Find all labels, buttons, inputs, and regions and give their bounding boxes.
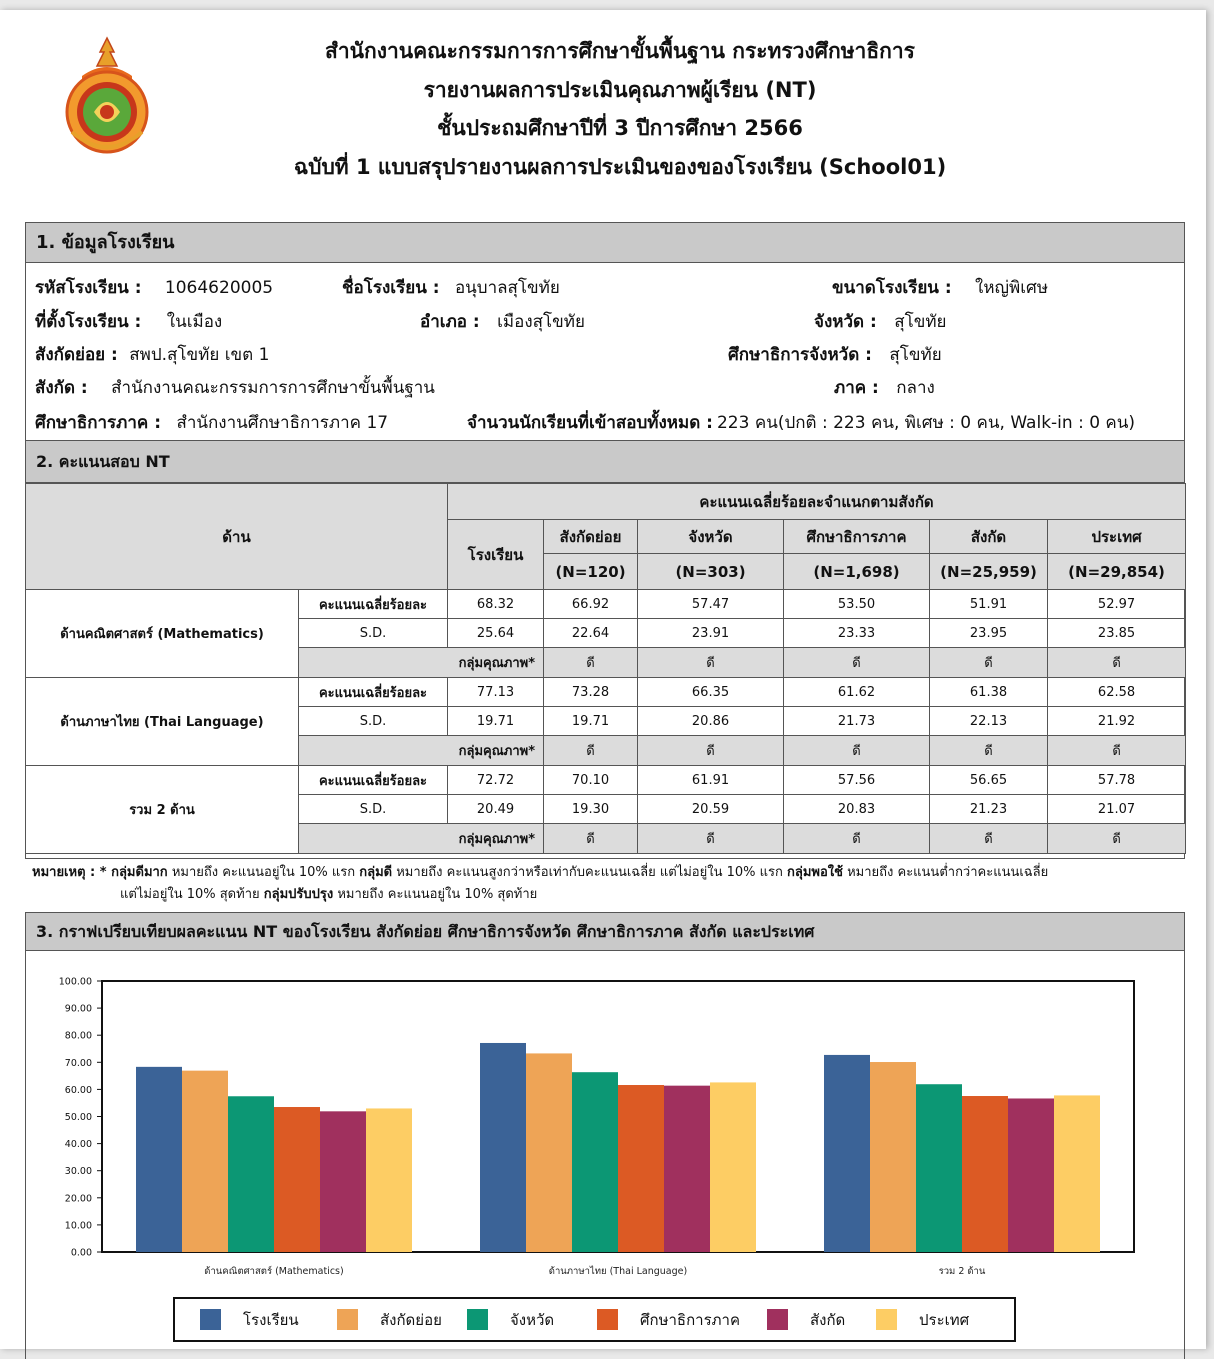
legend-swatch: [876, 1309, 897, 1330]
score-cell: ดี: [544, 648, 638, 678]
bar: [572, 1072, 618, 1252]
students-count: [467, 412, 1135, 434]
students-value: 223 คน(ปกติ : 223 คน, พิเศษ : 0 คน, Walk-in : 0 คน): [716, 413, 1136, 433]
location-label: ที่ตั้งโรงเรียน :: [35, 312, 142, 332]
header-line-4: ฉบับที่ 1 แบบสรุปรายงานผลการประเมินของของโรงเรียน (School01): [293, 154, 947, 179]
bar: [1054, 1095, 1100, 1252]
score-cell: 57.47: [638, 590, 784, 619]
score-cell: 20.83: [784, 795, 930, 824]
legend-swatch: [337, 1309, 358, 1330]
row-label: คะแนนเฉลี่ยร้อยละ: [299, 766, 448, 795]
report-header: [0, 10, 1206, 210]
y-tick-label: 80.00: [64, 1030, 92, 1042]
score-cell: ดี: [638, 648, 784, 678]
school-name-value: อนุบาลสุโขทัย: [454, 278, 560, 298]
bar: [366, 1108, 412, 1252]
header-line-1: สำนักงานคณะกรรมการการศึกษาขั้นพื้นฐาน กระทรวงศึกษาธิการ: [325, 39, 915, 63]
score-cell: 23.95: [930, 619, 1048, 648]
row-label: กลุ่มคุณภาพ*: [299, 824, 544, 854]
school-name-label: ชื่อโรงเรียน :: [342, 278, 440, 298]
row-label: S.D.: [299, 707, 448, 736]
note-text: หมายถึง คะแนนสูงกว่าหรือเท่ากับคะแนนเฉลี่ย แต่ไม่อยู่ใน 10% แรก: [392, 865, 787, 880]
score-cell: 21.73: [784, 707, 930, 736]
score-cell: ดี: [544, 736, 638, 766]
score-cell: ดี: [638, 736, 784, 766]
section-1-title: 1. ข้อมูลโรงเรียน: [26, 223, 1184, 263]
score-cell: 73.28: [544, 678, 638, 707]
obec-emblem-logo: [62, 36, 152, 154]
school-size-value: ใหญ่พิเศษ: [975, 278, 1049, 298]
score-cell: ดี: [1048, 736, 1186, 766]
col-header: สังกัด: [930, 520, 1048, 554]
regional-edu-value: สำนักงานศึกษาธิการภาค 17: [176, 413, 389, 433]
row-label: กลุ่มคุณภาพ*: [299, 736, 544, 766]
col-n: (N=29,854): [1048, 554, 1186, 590]
bar: [480, 1043, 526, 1252]
district-value: เมืองสุโขทัย: [497, 312, 585, 332]
note-text: หมายถึง คะแนนอยู่ใน 10% แรก: [167, 865, 360, 880]
col-header: ศึกษาธิการภาค: [784, 520, 930, 554]
legend-label: ศึกษาธิการภาค: [640, 1311, 740, 1329]
region: [834, 377, 935, 399]
school-code-label: รหัสโรงเรียน :: [35, 278, 142, 298]
area-name: รวม 2 ด้าน: [26, 766, 299, 854]
score-cell: 19.71: [544, 707, 638, 736]
note-group-excellent: กลุ่มดีมาก: [111, 865, 168, 880]
score-cell: ดี: [930, 648, 1048, 678]
region-value: กลาง: [896, 378, 935, 398]
area-name: ด้านคณิตศาสตร์ (Mathematics): [26, 590, 299, 678]
note-text: แต่ไม่อยู่ใน 10% สุดท้าย: [120, 887, 264, 902]
note-text: หมายถึง คะแนนอยู่ใน 10% สุดท้าย: [333, 887, 538, 902]
score-cell: 57.78: [1048, 766, 1186, 795]
nt-scores-section: [25, 440, 1185, 859]
score-cell: 77.13: [448, 678, 544, 707]
score-cell: 62.58: [1048, 678, 1186, 707]
province-value: สุโขทัย: [894, 312, 947, 332]
score-cell: 23.85: [1048, 619, 1186, 648]
affiliation: [35, 377, 435, 399]
score-cell: ดี: [1048, 648, 1186, 678]
school-name: [342, 277, 560, 299]
col-n: (N=303): [638, 554, 784, 590]
col-n: (N=1,698): [784, 554, 930, 590]
school-size: [832, 277, 1048, 299]
score-cell: 23.33: [784, 619, 930, 648]
y-tick-label: 40.00: [64, 1139, 92, 1151]
comparison-chart-section: [25, 912, 1185, 1359]
score-cell: 72.72: [448, 766, 544, 795]
bar: [228, 1096, 274, 1252]
score-cell: ดี: [638, 824, 784, 854]
score-cell: 20.86: [638, 707, 784, 736]
school-size-label: ขนาดโรงเรียน :: [832, 278, 952, 298]
legend-label: โรงเรียน: [243, 1311, 299, 1329]
score-cell: 61.38: [930, 678, 1048, 707]
y-tick-label: 90.00: [64, 1003, 92, 1015]
report-page: [0, 10, 1206, 1349]
y-tick-label: 20.00: [64, 1193, 92, 1205]
y-tick-label: 70.00: [64, 1057, 92, 1069]
col-school-header: โรงเรียน: [448, 520, 544, 590]
note-group-fair: กลุ่มพอใช้: [786, 865, 843, 880]
y-tick-label: 60.00: [64, 1084, 92, 1096]
score-cell: 57.56: [784, 766, 930, 795]
score-cell: 56.65: [930, 766, 1048, 795]
header-line-3: ชั้นประถมศึกษาปีที่ 3 ปีการศึกษา 2566: [437, 116, 803, 140]
score-cell: 22.13: [930, 707, 1048, 736]
score-cell: 20.49: [448, 795, 544, 824]
score-cell: 61.91: [638, 766, 784, 795]
score-cell: 25.64: [448, 619, 544, 648]
score-cell: 19.30: [544, 795, 638, 824]
score-cell: 66.35: [638, 678, 784, 707]
score-cell: 19.71: [448, 707, 544, 736]
provincial-education: [728, 344, 942, 366]
bar: [526, 1053, 572, 1252]
col-n: (N=120): [544, 554, 638, 590]
province: [814, 311, 946, 333]
y-tick-label: 100.00: [58, 976, 92, 988]
score-cell: ดี: [544, 824, 638, 854]
col-n: (N=25,959): [930, 554, 1048, 590]
students-label: จำนวนนักเรียนที่เข้าสอบทั้งหมด :: [467, 413, 713, 433]
col-header: ประเทศ: [1048, 520, 1186, 554]
scores-body: [26, 590, 1186, 854]
provincial-edu-label: ศึกษาธิการจังหวัด :: [728, 345, 872, 365]
school-location: [35, 311, 222, 333]
score-cell: 22.64: [544, 619, 638, 648]
legend-label: ประเทศ: [919, 1311, 970, 1329]
score-cell: ดี: [784, 648, 930, 678]
y-tick-label: 10.00: [64, 1220, 92, 1232]
section-3-title: 3. กราฟเปรียบเทียบผลคะแนน NT ของโรงเรียน สังกัดย่อย ศึกษาธิการจังหวัด ศึกษาธิการภาค สังกัด และประเทศ: [26, 913, 1184, 951]
table-row: [26, 678, 1186, 707]
row-label: กลุ่มคุณภาพ*: [299, 648, 544, 678]
score-cell: 53.50: [784, 590, 930, 619]
legend-label: จังหวัด: [510, 1311, 555, 1329]
section-2-title: 2. คะแนนสอบ NT: [26, 441, 1184, 483]
area-name: ด้านภาษาไทย (Thai Language): [26, 678, 299, 766]
location-value: ในเมือง: [166, 312, 223, 332]
score-cell: 51.91: [930, 590, 1048, 619]
x-category-label: ด้านภาษาไทย (Thai Language): [548, 1266, 688, 1277]
district-label: อำเภอ :: [420, 312, 480, 332]
school-info-section: [25, 222, 1185, 451]
bar: [320, 1111, 366, 1252]
legend-swatch: [467, 1309, 488, 1330]
note-group-improve: กลุ่มปรับปรุง: [263, 887, 334, 902]
col-area-header: ด้าน: [26, 484, 448, 590]
bar: [136, 1067, 182, 1252]
bar: [870, 1062, 916, 1252]
score-cell: ดี: [930, 824, 1048, 854]
score-cell: ดี: [1048, 824, 1186, 854]
bar: [1008, 1098, 1054, 1252]
comparison-bar-chart: [26, 953, 1186, 1358]
bar: [916, 1084, 962, 1252]
score-cell: ดี: [784, 824, 930, 854]
row-label: คะแนนเฉลี่ยร้อยละ: [299, 590, 448, 619]
score-cell: 52.97: [1048, 590, 1186, 619]
score-cell: 21.92: [1048, 707, 1186, 736]
school-code-value: 1064620005: [164, 278, 274, 298]
note-text: หมายถึง คะแนนต่ำกว่าคะแนนเฉลี่ย: [842, 865, 1049, 880]
bar: [962, 1096, 1008, 1252]
score-cell: 21.07: [1048, 795, 1186, 824]
y-tick-label: 0.00: [70, 1247, 92, 1259]
legend-label: สังกัดย่อย: [380, 1311, 442, 1329]
provincial-edu-value: สุโขทัย: [889, 345, 942, 365]
score-cell: 68.32: [448, 590, 544, 619]
col-group-header: คะแนนเฉลี่ยร้อยละจำแนกตามสังกัด: [448, 484, 1186, 520]
col-header: จังหวัด: [638, 520, 784, 554]
note-prefix: หมายเหตุ : *: [32, 865, 112, 880]
bar: [824, 1055, 870, 1252]
y-tick-label: 50.00: [64, 1112, 92, 1123]
sub-affiliation-label: สังกัดย่อย :: [35, 345, 118, 365]
legend-label: สังกัด: [810, 1311, 846, 1329]
province-label: จังหวัด :: [814, 312, 877, 332]
bar: [710, 1082, 756, 1252]
district: [420, 311, 585, 333]
x-category-label: ด้านคณิตศาสตร์ (Mathematics): [204, 1266, 344, 1277]
row-label: S.D.: [299, 795, 448, 824]
table-row: [26, 766, 1186, 795]
affiliation-value: สำนักงานคณะกรรมการการศึกษาขั้นพื้นฐาน: [111, 378, 435, 398]
score-cell: ดี: [930, 736, 1048, 766]
x-category-label: รวม 2 ด้าน: [938, 1266, 986, 1277]
col-header: สังกัดย่อย: [544, 520, 638, 554]
bar: [274, 1107, 320, 1252]
row-label: S.D.: [299, 619, 448, 648]
legend-swatch: [200, 1309, 221, 1330]
score-cell: 20.59: [638, 795, 784, 824]
affiliation-label: สังกัด :: [35, 378, 88, 398]
header-line-2: รายงานผลการประเมินคุณภาพผู้เรียน (NT): [423, 77, 817, 102]
score-cell: ดี: [784, 736, 930, 766]
sub-affiliation: [35, 344, 269, 366]
region-label: ภาค :: [834, 378, 879, 398]
score-cell: 70.10: [544, 766, 638, 795]
table-row: [26, 590, 1186, 619]
sub-affiliation-value: สพป.สุโขทัย เขต 1: [129, 345, 270, 365]
scores-table: [25, 483, 1186, 854]
legend-swatch: [767, 1309, 788, 1330]
score-cell: 23.91: [638, 619, 784, 648]
footnote: [32, 862, 1182, 906]
school-code: [35, 277, 273, 299]
y-tick-label: 30.00: [64, 1166, 92, 1178]
score-cell: 61.62: [784, 678, 930, 707]
score-cell: 66.92: [544, 590, 638, 619]
bar: [618, 1085, 664, 1252]
row-label: คะแนนเฉลี่ยร้อยละ: [299, 678, 448, 707]
bar: [664, 1086, 710, 1252]
legend-swatch: [597, 1309, 618, 1330]
note-group-good: กลุ่มดี: [359, 865, 393, 880]
regional-education: [35, 412, 388, 434]
regional-edu-label: ศึกษาธิการภาค :: [35, 413, 162, 433]
bar: [182, 1071, 228, 1252]
score-cell: 21.23: [930, 795, 1048, 824]
